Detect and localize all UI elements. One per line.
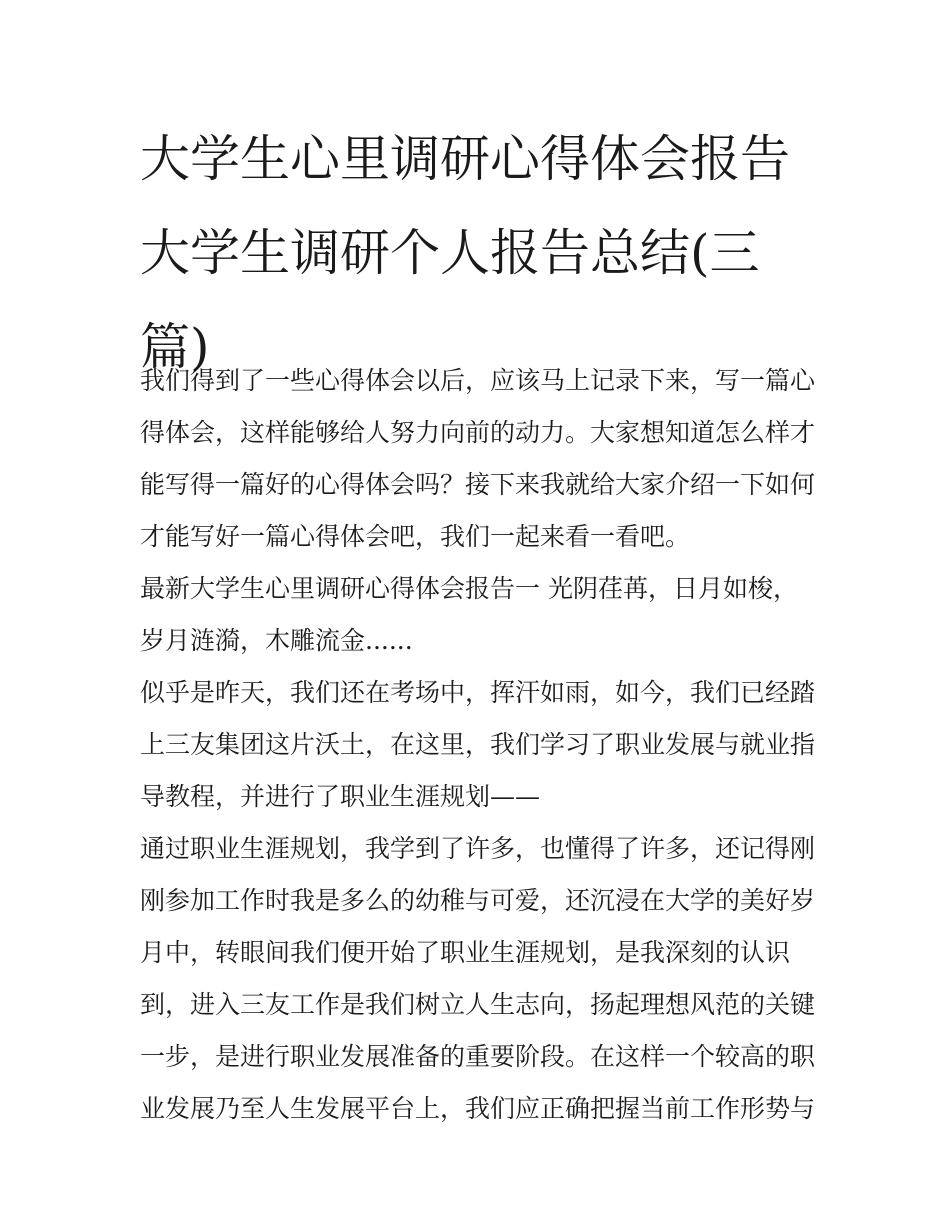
- text-line: 一步，是进行职业发展准备的重要阶段。在这样一个较高的职: [140, 1042, 816, 1071]
- text-line: 上三友集团这片沃土，在这里，我们学习了职业发展与就业指: [140, 730, 816, 759]
- document-title: [140, 112, 820, 394]
- text-line: 得体会，这样能够给人努力向前的动力。大家想知道怎么样才: [140, 418, 816, 447]
- text-line: 才能写好一篇心得体会吧，我们一起来看一看吧。: [140, 522, 691, 551]
- title-line: 大学生心里调研心得体会报告: [140, 130, 790, 188]
- text-line: 我们得到了一些心得体会以后，应该马上记录下来，写一篇心: [140, 366, 816, 395]
- paragraph-yesterday: [140, 667, 820, 823]
- paragraph-intro: [140, 355, 820, 563]
- text-line: 最新大学生心里调研心得体会报告一 光阴荏苒，日月如梭，: [140, 574, 798, 603]
- paragraph-report-heading: [140, 563, 820, 667]
- text-line: 到，进入三友工作是我们树立人生志向，扬起理想风范的关键: [140, 990, 816, 1019]
- text-line: 能写得一篇好的心得体会吗？接下来我就给大家介绍一下如何: [140, 470, 816, 499]
- paragraph-career-planning: [140, 823, 820, 1135]
- title-line: 篇): [140, 318, 210, 376]
- text-line: 岁月涟漪，木雕流金......: [140, 626, 413, 655]
- text-line: 业发展乃至人生发展平台上，我们应正确把握当前工作形势与: [140, 1094, 816, 1123]
- text-line: 导教程，并进行了职业生涯规划——: [140, 782, 541, 811]
- text-line: 刚参加工作时我是多么的幼稚与可爱，还沉浸在大学的美好岁: [140, 886, 816, 915]
- text-line: 通过职业生涯规划，我学到了许多，也懂得了许多，还记得刚: [140, 834, 816, 863]
- title-line: 大学生调研个人报告总结(三: [140, 224, 760, 282]
- text-line: 月中，转眼间我们便开始了职业生涯规划，是我深刻的认识: [140, 938, 791, 967]
- document-body: [140, 355, 820, 1135]
- text-line: 似乎是昨天，我们还在考场中，挥汗如雨，如今，我们已经踏: [140, 678, 816, 707]
